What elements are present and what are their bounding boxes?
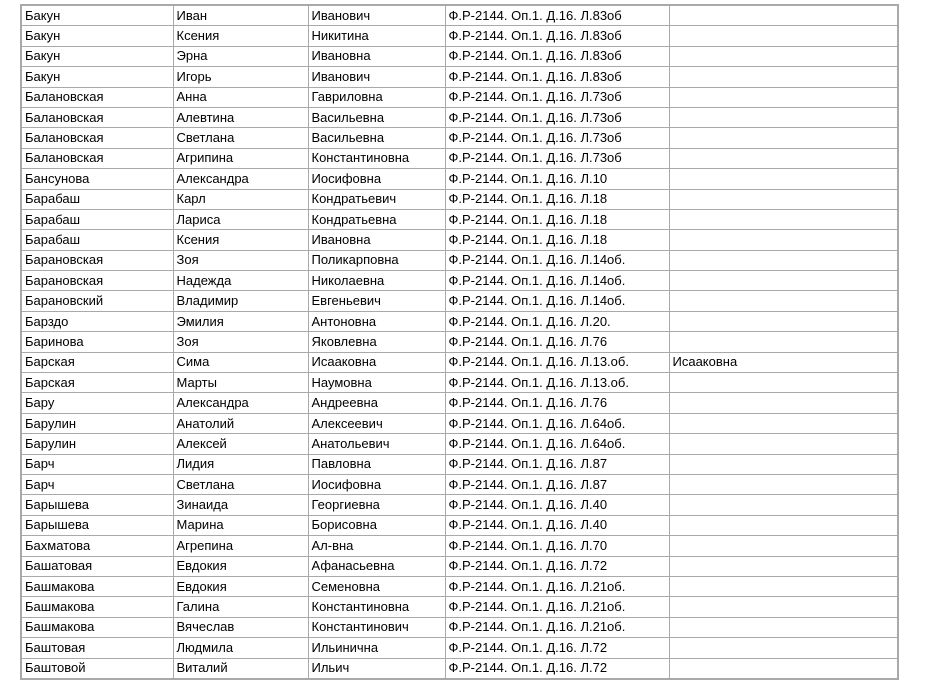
table-row — [21, 67, 898, 87]
note-cell[interactable] — [669, 454, 898, 474]
archive-reference-cell[interactable]: Ф.Р-2144. Оп.1. Д.16. Л.70 — [445, 536, 669, 556]
archive-reference-cell[interactable]: Ф.Р-2144. Оп.1. Д.16. Л.72 — [445, 658, 669, 679]
patronymic-cell[interactable]: Кондратьевна — [308, 209, 445, 229]
archive-reference-cell[interactable]: Ф.Р-2144. Оп.1. Д.16. Л.21об. — [445, 617, 669, 637]
patronymic-cell[interactable]: Иванович — [308, 67, 445, 87]
note-cell[interactable] — [669, 332, 898, 352]
table-row — [21, 209, 898, 229]
first-name-cell[interactable]: Евдокия — [173, 556, 308, 576]
table-row — [21, 352, 898, 372]
surname-cell[interactable]: Баштовая — [21, 638, 173, 658]
table-row — [21, 556, 898, 576]
patronymic-cell[interactable]: Алексеевич — [308, 413, 445, 433]
first-name-cell[interactable]: Людмила — [173, 638, 308, 658]
patronymic-cell[interactable]: Никитина — [308, 26, 445, 46]
note-cell[interactable]: Исааковна — [669, 352, 898, 372]
surname-cell[interactable]: Бакун — [21, 67, 173, 87]
surname-cell[interactable]: Барч — [21, 474, 173, 494]
first-name-cell[interactable]: Вячеслав — [173, 617, 308, 637]
archive-reference-cell[interactable]: Ф.Р-2144. Оп.1. Д.16. Л.87 — [445, 454, 669, 474]
surname-cell[interactable]: Башмакова — [21, 597, 173, 617]
surname-cell[interactable]: Барабаш — [21, 230, 173, 250]
first-name-cell[interactable]: Лариса — [173, 209, 308, 229]
patronymic-cell[interactable]: Константиновна — [308, 148, 445, 168]
patronymic-cell[interactable]: Константиновна — [308, 597, 445, 617]
first-name-cell[interactable]: Игорь — [173, 67, 308, 87]
note-cell[interactable] — [669, 230, 898, 250]
patronymic-cell[interactable]: Павловна — [308, 454, 445, 474]
surname-cell[interactable]: Барулин — [21, 434, 173, 454]
table-row — [21, 46, 898, 66]
table-row — [21, 576, 898, 596]
surname-cell[interactable]: Бакун — [21, 5, 173, 26]
surname-cell[interactable]: Барабаш — [21, 209, 173, 229]
first-name-cell[interactable]: Алевтина — [173, 107, 308, 127]
note-cell[interactable] — [669, 26, 898, 46]
patronymic-cell[interactable]: Ивановна — [308, 230, 445, 250]
archive-reference-cell[interactable]: Ф.Р-2144. Оп.1. Д.16. Л.13.об. — [445, 373, 669, 393]
archive-reference-cell[interactable]: Ф.Р-2144. Оп.1. Д.16. Л.18 — [445, 230, 669, 250]
table-row — [21, 26, 898, 46]
first-name-cell[interactable]: Иван — [173, 5, 308, 26]
first-name-cell[interactable]: Александра — [173, 169, 308, 189]
first-name-cell[interactable]: Галина — [173, 597, 308, 617]
note-cell[interactable] — [669, 250, 898, 270]
archive-reference-cell[interactable]: Ф.Р-2144. Оп.1. Д.16. Л.87 — [445, 474, 669, 494]
table-row — [21, 291, 898, 311]
table-row — [21, 474, 898, 494]
surname-cell[interactable]: Балановская — [21, 128, 173, 148]
surname-cell[interactable]: Башатовая — [21, 556, 173, 576]
patronymic-cell[interactable]: Кондратьевич — [308, 189, 445, 209]
surname-cell[interactable]: Барздо — [21, 311, 173, 331]
archive-reference-cell[interactable]: Ф.Р-2144. Оп.1. Д.16. Л.72 — [445, 556, 669, 576]
first-name-cell[interactable]: Ксения — [173, 26, 308, 46]
table-row — [21, 5, 898, 26]
table-row — [21, 148, 898, 168]
surname-cell[interactable]: Барская — [21, 352, 173, 372]
note-cell[interactable] — [669, 148, 898, 168]
note-cell[interactable] — [669, 597, 898, 617]
archive-reference-cell[interactable]: Ф.Р-2144. Оп.1. Д.16. Л.14об. — [445, 271, 669, 291]
table-row — [21, 189, 898, 209]
archive-reference-cell[interactable]: Ф.Р-2144. Оп.1. Д.16. Л.72 — [445, 638, 669, 658]
table-row — [21, 332, 898, 352]
surname-cell[interactable]: Бансунова — [21, 169, 173, 189]
note-cell[interactable] — [669, 617, 898, 637]
first-name-cell[interactable]: Александра — [173, 393, 308, 413]
archive-reference-cell[interactable]: Ф.Р-2144. Оп.1. Д.16. Л.18 — [445, 209, 669, 229]
patronymic-cell[interactable]: Анатольевич — [308, 434, 445, 454]
patronymic-cell[interactable]: Борисовна — [308, 515, 445, 535]
first-name-cell[interactable]: Анна — [173, 87, 308, 107]
surname-cell[interactable]: Балановская — [21, 87, 173, 107]
first-name-cell[interactable]: Эмилия — [173, 311, 308, 331]
patronymic-cell[interactable]: Николаевна — [308, 271, 445, 291]
table-row — [21, 128, 898, 148]
table-row — [21, 536, 898, 556]
note-cell[interactable] — [669, 46, 898, 66]
table-row — [21, 250, 898, 270]
first-name-cell[interactable]: Лидия — [173, 454, 308, 474]
archive-reference-cell[interactable]: Ф.Р-2144. Оп.1. Д.16. Л.10 — [445, 169, 669, 189]
note-cell[interactable] — [669, 495, 898, 515]
archive-reference-cell[interactable]: Ф.Р-2144. Оп.1. Д.16. Л.64об. — [445, 413, 669, 433]
table-row — [21, 495, 898, 515]
archive-reference-cell[interactable]: Ф.Р-2144. Оп.1. Д.16. Л.73об — [445, 107, 669, 127]
patronymic-cell[interactable]: Семеновна — [308, 576, 445, 596]
table-row — [21, 515, 898, 535]
patronymic-cell[interactable]: Васильевна — [308, 128, 445, 148]
patronymic-cell[interactable]: Ильинична — [308, 638, 445, 658]
archive-reference-cell[interactable]: Ф.Р-2144. Оп.1. Д.16. Л.83об — [445, 46, 669, 66]
note-cell[interactable] — [669, 434, 898, 454]
note-cell[interactable] — [669, 107, 898, 127]
first-name-cell[interactable]: Марты — [173, 373, 308, 393]
note-cell[interactable] — [669, 67, 898, 87]
patronymic-cell[interactable]: Константинович — [308, 617, 445, 637]
patronymic-cell[interactable]: Васильевна — [308, 107, 445, 127]
note-cell[interactable] — [669, 189, 898, 209]
surname-cell[interactable]: Барышева — [21, 495, 173, 515]
surname-cell[interactable]: Башмакова — [21, 617, 173, 637]
surname-cell[interactable]: Барская — [21, 373, 173, 393]
surname-cell[interactable]: Бакун — [21, 46, 173, 66]
surname-cell[interactable]: Барышева — [21, 515, 173, 535]
table-row — [21, 169, 898, 189]
archive-reference-cell[interactable]: Ф.Р-2144. Оп.1. Д.16. Л.40 — [445, 495, 669, 515]
first-name-cell[interactable]: Ксения — [173, 230, 308, 250]
first-name-cell[interactable]: Сима — [173, 352, 308, 372]
table-row — [21, 413, 898, 433]
patronymic-cell[interactable]: Георгиевна — [308, 495, 445, 515]
records-table-body — [21, 5, 898, 679]
first-name-cell[interactable]: Зинаида — [173, 495, 308, 515]
archive-reference-cell[interactable]: Ф.Р-2144. Оп.1. Д.16. Л.40 — [445, 515, 669, 535]
surname-cell[interactable]: Башмакова — [21, 576, 173, 596]
patronymic-cell[interactable]: Иванович — [308, 5, 445, 26]
first-name-cell[interactable]: Анатолий — [173, 413, 308, 433]
surname-cell[interactable]: Баринова — [21, 332, 173, 352]
table-row — [21, 393, 898, 413]
archive-reference-cell[interactable]: Ф.Р-2144. Оп.1. Д.16. Л.14об. — [445, 250, 669, 270]
surname-cell[interactable]: Барановский — [21, 291, 173, 311]
patronymic-cell[interactable]: Наумовна — [308, 373, 445, 393]
first-name-cell[interactable]: Виталий — [173, 658, 308, 679]
note-cell[interactable] — [669, 373, 898, 393]
surname-cell[interactable]: Барулин — [21, 413, 173, 433]
table-row — [21, 230, 898, 250]
first-name-cell[interactable]: Светлана — [173, 474, 308, 494]
archive-reference-cell[interactable]: Ф.Р-2144. Оп.1. Д.16. Л.14об. — [445, 291, 669, 311]
note-cell[interactable] — [669, 311, 898, 331]
surname-cell[interactable]: Бахматова — [21, 536, 173, 556]
note-cell[interactable] — [669, 638, 898, 658]
first-name-cell[interactable]: Светлана — [173, 128, 308, 148]
archive-reference-cell[interactable]: Ф.Р-2144. Оп.1. Д.16. Л.64об. — [445, 434, 669, 454]
note-cell[interactable] — [669, 556, 898, 576]
archive-reference-cell[interactable]: Ф.Р-2144. Оп.1. Д.16. Л.21об. — [445, 576, 669, 596]
archive-reference-cell[interactable]: Ф.Р-2144. Оп.1. Д.16. Л.13.об. — [445, 352, 669, 372]
note-cell[interactable] — [669, 536, 898, 556]
archive-reference-cell[interactable]: Ф.Р-2144. Оп.1. Д.16. Л.83об — [445, 26, 669, 46]
note-cell[interactable] — [669, 474, 898, 494]
first-name-cell[interactable]: Агрипина — [173, 148, 308, 168]
patronymic-cell[interactable]: Яковлевна — [308, 332, 445, 352]
note-cell[interactable] — [669, 87, 898, 107]
surname-cell[interactable]: Барановская — [21, 250, 173, 270]
archive-reference-cell[interactable]: Ф.Р-2144. Оп.1. Д.16. Л.76 — [445, 332, 669, 352]
archive-reference-cell[interactable]: Ф.Р-2144. Оп.1. Д.16. Л.73об — [445, 87, 669, 107]
table-row — [21, 597, 898, 617]
note-cell[interactable] — [669, 5, 898, 26]
records-sheet — [20, 4, 899, 680]
note-cell[interactable] — [669, 169, 898, 189]
table-row — [21, 373, 898, 393]
note-cell[interactable] — [669, 393, 898, 413]
first-name-cell[interactable]: Марина — [173, 515, 308, 535]
table-row — [21, 638, 898, 658]
surname-cell[interactable]: Бакун — [21, 26, 173, 46]
archive-reference-cell[interactable]: Ф.Р-2144. Оп.1. Д.16. Л.18 — [445, 189, 669, 209]
archive-reference-cell[interactable]: Ф.Р-2144. Оп.1. Д.16. Л.20. — [445, 311, 669, 331]
surname-cell[interactable]: Барч — [21, 454, 173, 474]
patronymic-cell[interactable]: Ал-вна — [308, 536, 445, 556]
table-row — [21, 434, 898, 454]
first-name-cell[interactable]: Карл — [173, 189, 308, 209]
patronymic-cell[interactable]: Евгеньевич — [308, 291, 445, 311]
table-row — [21, 311, 898, 331]
patronymic-cell[interactable]: Поликарповна — [308, 250, 445, 270]
patronymic-cell[interactable]: Ивановна — [308, 46, 445, 66]
first-name-cell[interactable]: Владимир — [173, 291, 308, 311]
first-name-cell[interactable]: Евдокия — [173, 576, 308, 596]
surname-cell[interactable]: Балановская — [21, 107, 173, 127]
archive-reference-cell[interactable]: Ф.Р-2144. Оп.1. Д.16. Л.83об — [445, 67, 669, 87]
patronymic-cell[interactable]: Исааковна — [308, 352, 445, 372]
surname-cell[interactable]: Барановская — [21, 271, 173, 291]
table-row — [21, 617, 898, 637]
patronymic-cell[interactable]: Иосифовна — [308, 169, 445, 189]
patronymic-cell[interactable]: Иосифовна — [308, 474, 445, 494]
surname-cell[interactable]: Бару — [21, 393, 173, 413]
patronymic-cell[interactable]: Андреевна — [308, 393, 445, 413]
note-cell[interactable] — [669, 209, 898, 229]
table-row — [21, 87, 898, 107]
patronymic-cell[interactable]: Антоновна — [308, 311, 445, 331]
archive-reference-cell[interactable]: Ф.Р-2144. Оп.1. Д.16. Л.76 — [445, 393, 669, 413]
archive-reference-cell[interactable]: Ф.Р-2144. Оп.1. Д.16. Л.83об — [445, 5, 669, 26]
table-row — [21, 271, 898, 291]
first-name-cell[interactable]: Алексей — [173, 434, 308, 454]
patronymic-cell[interactable]: Гавриловна — [308, 87, 445, 107]
note-cell[interactable] — [669, 128, 898, 148]
surname-cell[interactable]: Балановская — [21, 148, 173, 168]
note-cell[interactable] — [669, 658, 898, 679]
records-table — [20, 4, 899, 680]
archive-reference-cell[interactable]: Ф.Р-2144. Оп.1. Д.16. Л.21об. — [445, 597, 669, 617]
table-row — [21, 658, 898, 679]
table-row — [21, 454, 898, 474]
note-cell[interactable] — [669, 291, 898, 311]
note-cell[interactable] — [669, 271, 898, 291]
first-name-cell[interactable]: Агрепина — [173, 536, 308, 556]
table-row — [21, 107, 898, 127]
first-name-cell[interactable]: Надежда — [173, 271, 308, 291]
first-name-cell[interactable]: Зоя — [173, 332, 308, 352]
patronymic-cell[interactable]: Афанасьевна — [308, 556, 445, 576]
surname-cell[interactable]: Барабаш — [21, 189, 173, 209]
first-name-cell[interactable]: Эрна — [173, 46, 308, 66]
surname-cell[interactable]: Баштовой — [21, 658, 173, 679]
archive-reference-cell[interactable]: Ф.Р-2144. Оп.1. Д.16. Л.73об — [445, 148, 669, 168]
note-cell[interactable] — [669, 413, 898, 433]
patronymic-cell[interactable]: Ильич — [308, 658, 445, 679]
archive-reference-cell[interactable]: Ф.Р-2144. Оп.1. Д.16. Л.73об — [445, 128, 669, 148]
note-cell[interactable] — [669, 515, 898, 535]
note-cell[interactable] — [669, 576, 898, 596]
first-name-cell[interactable]: Зоя — [173, 250, 308, 270]
